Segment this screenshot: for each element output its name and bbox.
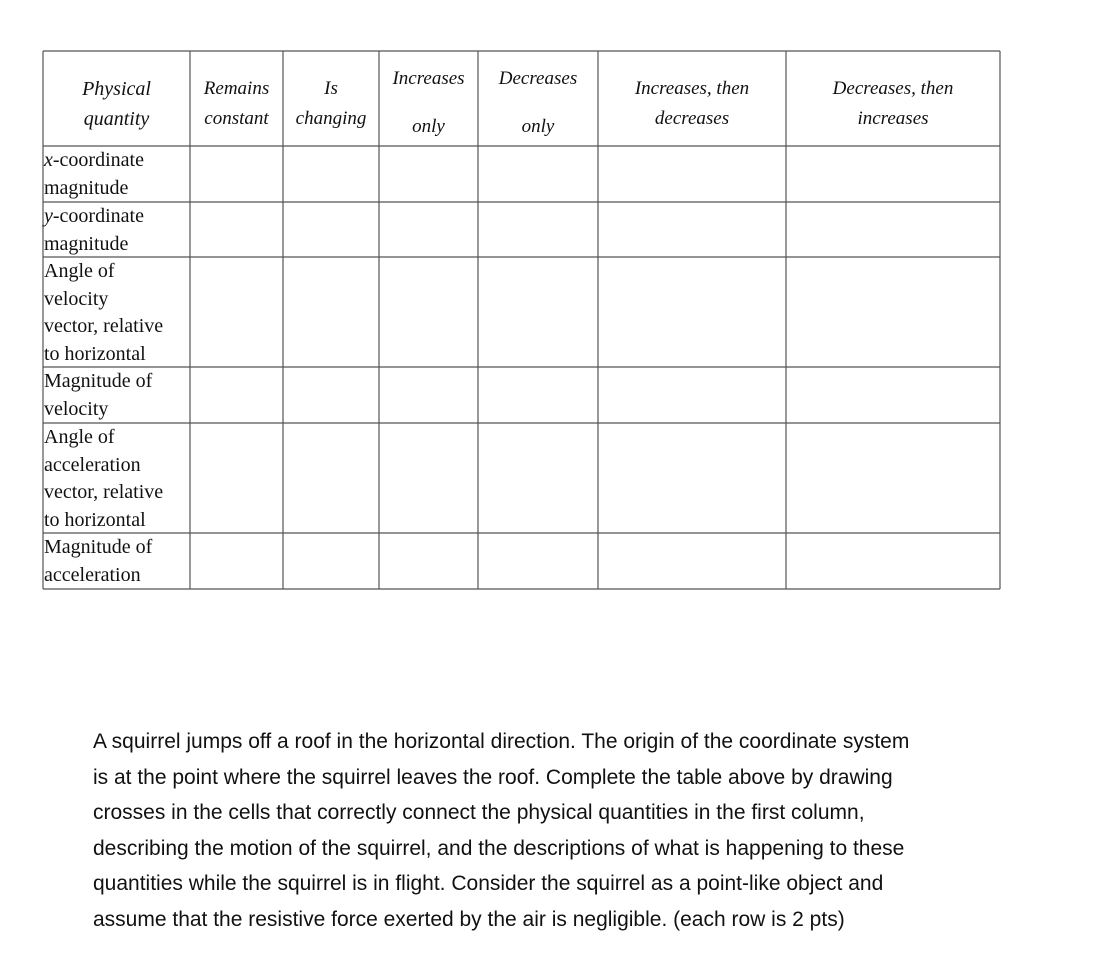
- answer-cell-r5-decreases[interactable]: [479, 424, 597, 532]
- row-label-line: velocity: [44, 397, 109, 420]
- row-label-line: Angle of: [44, 260, 115, 282]
- answer-cell-r6-decreases[interactable]: [479, 534, 597, 588]
- answer-cell-r2-changing[interactable]: [284, 203, 378, 256]
- row-label-y-coordinate: [44, 203, 144, 258]
- row-label-line: velocity: [44, 287, 109, 310]
- answer-cell-r1-dec_inc[interactable]: [787, 147, 999, 201]
- header-line: Is: [324, 78, 338, 99]
- answer-cell-r6-changing[interactable]: [284, 534, 378, 588]
- row-label-line: vector, relative: [44, 481, 164, 503]
- row-label-line: magnitude: [44, 232, 129, 255]
- answer-cell-r5-remains[interactable]: [191, 424, 282, 532]
- header-line: Increases, then: [634, 78, 750, 99]
- header-line: decreases: [654, 108, 730, 129]
- answer-cell-r6-remains[interactable]: [191, 534, 282, 588]
- problem-line: describing the motion of the squirrel, and the descriptions of what is happening to these: [93, 836, 905, 860]
- header-decreases-then-increases: [786, 74, 1000, 134]
- answer-cell-r4-increases[interactable]: [380, 368, 477, 422]
- row-label-line: acceleration: [44, 453, 141, 476]
- answer-cell-r2-dec_inc[interactable]: [787, 203, 999, 256]
- answer-cell-r5-dec_inc[interactable]: [787, 424, 999, 532]
- row-label-line: acceleration: [44, 563, 141, 586]
- answer-cell-r6-dec_inc[interactable]: [787, 534, 999, 588]
- answer-cell-r4-decreases[interactable]: [479, 368, 597, 422]
- answer-cell-r3-increases[interactable]: [380, 258, 477, 366]
- row-label-line: to horizontal: [44, 342, 146, 365]
- problem-statement: [93, 724, 1053, 937]
- header-is-changing: [283, 74, 379, 134]
- header-line: constant: [204, 108, 269, 129]
- row-label-velocity-angle: [44, 258, 163, 368]
- problem-line: A squirrel jumps off a roof in the horizontal direction. The origin of the coordinate system: [93, 730, 910, 753]
- answer-cell-r3-remains[interactable]: [191, 258, 282, 366]
- answer-cell-r5-increases[interactable]: [380, 424, 477, 532]
- header-line: Physical: [82, 78, 151, 100]
- answer-cell-r6-inc_dec[interactable]: [599, 534, 785, 588]
- answer-cell-r3-decreases[interactable]: [479, 258, 597, 366]
- header-physical-quantity: [43, 74, 190, 134]
- header-decreases-only: [478, 55, 598, 151]
- problem-line: assume that the resistive force exerted by the air is negligible. (each row is 2 pts): [93, 907, 845, 931]
- answer-cell-r4-remains[interactable]: [191, 368, 282, 422]
- answer-cell-r2-decreases[interactable]: [479, 203, 597, 256]
- answer-cell-r1-remains[interactable]: [191, 147, 282, 201]
- problem-line: quantities while the squirrel is in flight. Consider the squirrel as a point-like object and: [93, 872, 884, 895]
- header-line: only: [412, 116, 445, 137]
- row-label-line: Magnitude of: [44, 536, 153, 558]
- answer-cell-r1-decreases[interactable]: [479, 147, 597, 201]
- problem-line: is at the point where the squirrel leaves the roof. Complete the table above by drawing: [93, 765, 893, 789]
- answer-cell-r3-inc_dec[interactable]: [599, 258, 785, 366]
- answer-cell-r2-increases[interactable]: [380, 203, 477, 256]
- header-line: changing: [295, 108, 367, 129]
- answer-cell-r6-increases[interactable]: [380, 534, 477, 588]
- row-label-line: to horizontal: [44, 508, 146, 531]
- row-label-line: x-coordinate: [44, 149, 144, 171]
- row-label-acceleration-magnitude: [44, 534, 152, 589]
- problem-line: crosses in the cells that correctly connect the physical quantities in the first column,: [93, 801, 865, 824]
- answer-cell-r4-changing[interactable]: [284, 368, 378, 422]
- row-label-velocity-magnitude: [44, 368, 152, 423]
- header-remains-constant: [190, 74, 283, 134]
- header-line: Remains: [203, 78, 270, 99]
- answer-cell-r4-dec_inc[interactable]: [787, 368, 999, 422]
- header-increases-then-decreases: [598, 74, 786, 134]
- header-line: only: [521, 116, 555, 137]
- header-line: increases: [857, 108, 929, 129]
- header-line: Decreases, then: [832, 78, 954, 99]
- header-line: Increases: [392, 68, 465, 89]
- answer-cell-r2-remains[interactable]: [191, 203, 282, 256]
- row-label-acceleration-angle: [44, 424, 163, 534]
- answer-cell-r1-inc_dec[interactable]: [599, 147, 785, 201]
- row-label-line: Magnitude of: [44, 370, 153, 392]
- answer-cell-r1-increases[interactable]: [380, 147, 477, 201]
- row-label-line: y-coordinate: [44, 205, 144, 227]
- header-increases-only: [379, 55, 478, 151]
- answer-cell-r5-changing[interactable]: [284, 424, 378, 532]
- answer-cell-r2-inc_dec[interactable]: [599, 203, 785, 256]
- row-label-line: Angle of: [44, 426, 115, 448]
- answer-cell-r3-dec_inc[interactable]: [787, 258, 999, 366]
- answer-cell-r1-changing[interactable]: [284, 147, 378, 201]
- answer-cell-r4-inc_dec[interactable]: [599, 368, 785, 422]
- header-line: quantity: [83, 108, 150, 130]
- row-label-line: magnitude: [44, 176, 129, 199]
- row-label-x-coordinate: [44, 147, 144, 202]
- row-label-line: vector, relative: [44, 315, 164, 337]
- header-line: Decreases: [498, 68, 578, 89]
- answer-cell-r3-changing[interactable]: [284, 258, 378, 366]
- answer-cell-r5-inc_dec[interactable]: [599, 424, 785, 532]
